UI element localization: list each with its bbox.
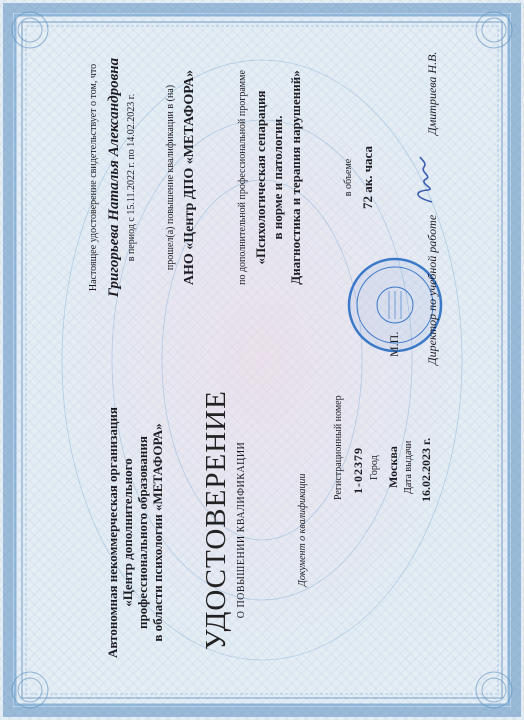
program-label: по дополнительной профессиональной программе xyxy=(237,70,248,285)
org-line-4: в области психологии «МЕТАФОРА» xyxy=(150,423,165,642)
registration-number: 1-02379 xyxy=(351,447,365,494)
registration-label: Регистрационный номер xyxy=(333,395,344,500)
city-value: Москва xyxy=(386,446,400,488)
org-line-3: профессионального образования xyxy=(135,436,150,629)
training-period: в период с 15.11.2022 г. по 14.02.2023 г. xyxy=(126,93,137,262)
document-type-note: Документ о квалификации xyxy=(297,473,308,587)
signatory-name: Дмитриева Н.В. xyxy=(425,51,439,135)
program-title-line-1: «Психологическая сепарация xyxy=(253,90,268,265)
city-label: Город xyxy=(369,455,380,480)
signatory-role: Директор по учебной работе xyxy=(425,214,439,365)
issuing-organization xyxy=(105,395,165,670)
handwritten-signature xyxy=(410,155,440,205)
certification-intro: Настоящее удостоверение свидетельствует о том, что xyxy=(88,63,99,292)
org-line-2: «Центр дополнительного xyxy=(120,458,135,607)
org-line-1: Автономная некоммерческая организация xyxy=(105,407,120,658)
training-centre: АНО «Центр ДПО «МЕТАФОРА» xyxy=(182,69,197,286)
training-volume: 72 ак. часа xyxy=(360,146,375,210)
document-title: УДОСТОВЕРЕНИЕ xyxy=(200,390,232,650)
completion-statement: прошел(а) повышение квалификации в (на) xyxy=(165,84,176,271)
issue-date-label: Дата выдачи xyxy=(403,440,414,494)
volume-label: в объеме xyxy=(343,158,354,197)
issue-date: 16.02.2023 г. xyxy=(419,437,433,502)
document-subtitle: О ПОВЫШЕНИИ КВАЛИФИКАЦИИ xyxy=(236,441,247,619)
seal-mark: М.П. xyxy=(387,331,401,357)
program-title-line-2: в норме и патологии. xyxy=(270,115,285,240)
recipient-name: Григорьева Наталья Александровна xyxy=(106,57,122,298)
program-title-line-3: Диагностика и терапия нарушений» xyxy=(288,70,303,285)
